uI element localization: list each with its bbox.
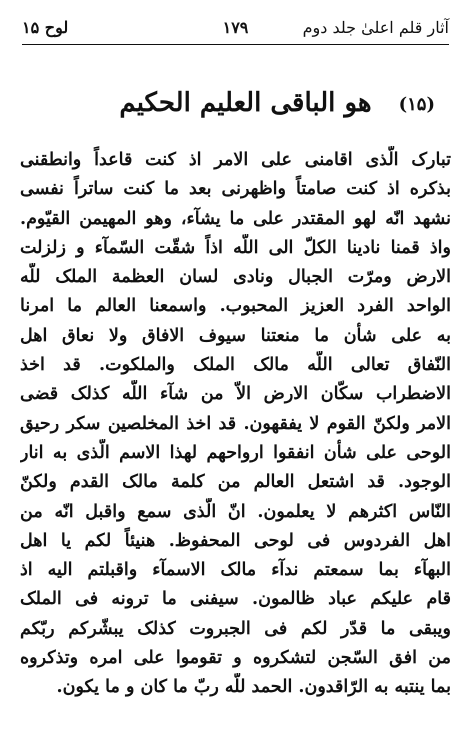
text-line: الوجود. قد اشتعل العالم من کلمة مالک القدم ولکنّ bbox=[20, 472, 451, 493]
text-line: بما ینتبه به الرّاقدون. الحمد للّه ربّ ما کان و ما یکون. bbox=[56, 677, 451, 698]
tablet-label: لوح ۱۵ bbox=[22, 18, 69, 37]
text-line: الارض ومرّت الجبال ونادی لسان العظمة الملک للّه bbox=[20, 267, 451, 288]
text-line: قام علیکم عباد ظالمون. سیفنی ما ترونه فی الملک bbox=[20, 589, 451, 610]
text-line: الامر ولکنّ القوم لا یفقهون. قد اخذ المخلصین سکر رحیق bbox=[20, 413, 451, 434]
page-number: ۱۷۹ bbox=[222, 18, 249, 37]
text-line: به علی شأن ما منعتنا سیوف الافاق ولا نعاق اهل bbox=[20, 325, 451, 346]
text-line: من افق السّجن لتشکروه و تقوموا علی امره وتذکروه bbox=[20, 648, 451, 669]
book-title: آثار قلم اعلیٰ جلد دوم bbox=[302, 18, 449, 37]
text-line: الواحد الفرد العزیز المحبوب. واسمعنا العالم ما امرنا bbox=[20, 296, 451, 317]
text-line: واذ قمنا نادینا الکلّ الی اللّه اذاً شقّت السّمآء و زلزلت bbox=[20, 237, 451, 258]
text-line: بذکره اذ کنت صامتاً واظهرنی بعد ما کنت ساتراً نفسی bbox=[20, 179, 451, 200]
text-line: النّاس اکثرهم لا یعلمون. انّ الّذی سمع واقبل انّه من bbox=[20, 501, 451, 522]
text-line: البهآء بما سمعتم ندآء مالک الاسمآء واقبلتم الیه اذ bbox=[20, 560, 451, 581]
text-line: نشهد انّه لهو المقتدر علی ما یشآء، وهو المهیمن القیّوم. bbox=[20, 208, 451, 229]
text-line: الاضطراب سکّان الارض الاّ من شآء اللّه کذلک قضی bbox=[20, 384, 451, 405]
text-line: تبارک الّذی اقامنی علی الامر اذ کنت قاعداً وانطقنی bbox=[20, 150, 451, 170]
body-text bbox=[20, 146, 451, 703]
section-title: هو الباقی العلیم الحکیم bbox=[119, 88, 372, 118]
running-header bbox=[22, 14, 449, 42]
text-line: النّفاق تعالی اللّه مالک الملک والملکوت. قد اخذ bbox=[20, 355, 451, 376]
text-line: ویبقی ما قدّر لکم فی الجبروت کذلک یبشّرکم ربّکم bbox=[20, 618, 451, 639]
text-line: اهل الفردوس فی لوحی المحفوظ. هنیئاً لکم یا اهل bbox=[20, 530, 451, 551]
section-heading bbox=[22, 84, 449, 130]
text-line: الوحی علی شأن انفقوا ارواحهم لهذا الاسم الّذی به انار bbox=[20, 442, 451, 463]
header-rule bbox=[22, 44, 449, 45]
section-number: (۱۵) bbox=[398, 94, 435, 115]
